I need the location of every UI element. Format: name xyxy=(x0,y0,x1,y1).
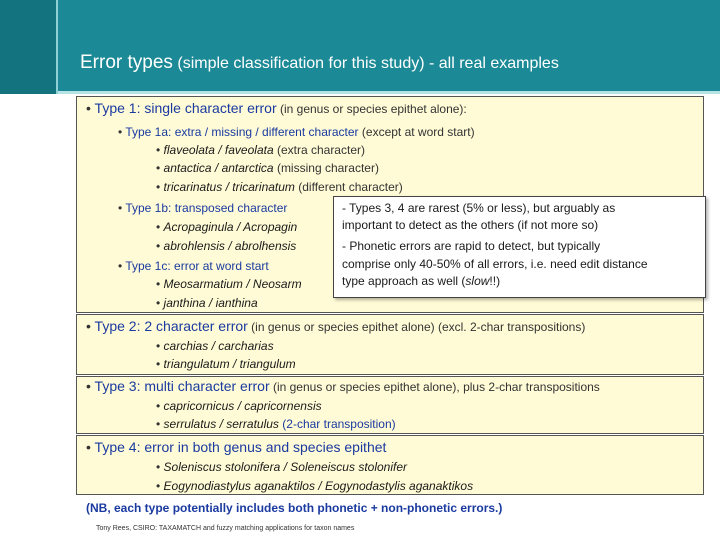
bullet: • xyxy=(156,143,164,157)
note-text: type approach as well ( xyxy=(342,274,466,288)
example-note: (2-char transposition) xyxy=(278,417,396,431)
type1-label: Type 1: xyxy=(94,100,141,116)
slide-title xyxy=(80,52,710,74)
bullet: • xyxy=(156,239,164,253)
bullet: • xyxy=(156,220,164,234)
bullet: • xyxy=(118,125,126,139)
example-4-1 xyxy=(156,460,407,474)
title-underline xyxy=(58,91,720,94)
type1c-desc: error at word start xyxy=(170,259,269,273)
bullet: • xyxy=(156,460,164,474)
type1b-desc: transposed character xyxy=(171,201,288,215)
nb-note: (NB, each type potentially includes both phonetic + non-phonetic errors.) xyxy=(86,501,503,515)
type1c-label: Type 1c: xyxy=(125,259,171,273)
example-text: triangulatum / triangulum xyxy=(163,357,296,371)
bullet: • xyxy=(156,479,164,493)
type1-heading xyxy=(86,100,467,116)
bullet: • xyxy=(156,399,164,413)
slide-title-main: Error types xyxy=(80,52,173,73)
type1a-heading xyxy=(118,125,475,139)
bullet: • xyxy=(86,318,95,334)
type2-label: Type 2: xyxy=(94,318,141,334)
title-bar-divider xyxy=(56,0,58,94)
bullet: • xyxy=(86,439,95,455)
bullet: • xyxy=(156,357,164,371)
note-line-2: important to detect as the others (if not more so) xyxy=(342,218,599,232)
type1b-label: Type 1b: xyxy=(125,201,172,215)
type1c-heading xyxy=(118,259,269,273)
example-4-2 xyxy=(156,479,473,493)
note-line-5 xyxy=(342,274,500,288)
example-1b-1 xyxy=(156,220,297,234)
example-text: carchias / carcharias xyxy=(163,339,274,353)
example-1a-2 xyxy=(156,161,379,175)
example-note: (different character) xyxy=(294,180,403,194)
type2-heading xyxy=(86,318,585,334)
bullet: • xyxy=(156,296,164,310)
type1-paren: (in genus or species epithet alone): xyxy=(276,102,467,116)
note-line-1: - Types 3, 4 are rarest (5% or less), but arguably as xyxy=(342,201,616,215)
example-3-1 xyxy=(156,399,322,413)
bullet: • xyxy=(156,417,164,431)
example-1c-2 xyxy=(156,296,258,310)
example-2-2 xyxy=(156,357,296,371)
type3-heading xyxy=(86,378,600,394)
example-note: (missing character) xyxy=(273,161,379,175)
type1b-heading xyxy=(118,201,287,215)
example-text: tricarinatus / tricarinatum xyxy=(163,180,295,194)
type1a-paren: (except at word start) xyxy=(358,125,475,139)
example-text: Acropaginula / Acropagin xyxy=(163,220,298,234)
bullet: • xyxy=(156,161,164,175)
note-text-end: !!) xyxy=(489,274,501,288)
example-text: antactica / antarctica xyxy=(163,161,274,175)
example-text: janthina / ianthina xyxy=(163,296,258,310)
bullet: • xyxy=(86,100,95,116)
example-1a-1 xyxy=(156,143,365,157)
type3-desc: multi character error xyxy=(140,378,270,394)
example-3-2 xyxy=(156,417,396,431)
slide-title-sub: (simple classification for this study) - all real examples xyxy=(172,55,559,72)
type4-label: Type 4: xyxy=(94,439,141,455)
note-emphasis: slow xyxy=(465,274,490,288)
type4-heading xyxy=(86,439,386,455)
note-line-3: - Phonetic errors are rapid to detect, but typically xyxy=(342,239,601,253)
example-1c-1 xyxy=(156,277,302,291)
example-1a-3 xyxy=(156,180,403,194)
example-text: flaveolata / faveolata xyxy=(163,143,274,157)
type1-desc: single character error xyxy=(140,100,277,116)
type4-desc: error in both genus and species epithet xyxy=(140,439,387,455)
example-text: capricornicus / capricornensis xyxy=(163,399,322,413)
type2-paren: (in genus or species epithet alone) (excl. 2-char transpositions) xyxy=(247,320,586,334)
example-text: serrulatus / serratulus xyxy=(163,417,279,431)
example-text: Eogynodiastylus aganaktilos / Eogynodastylis aganaktikos xyxy=(163,479,474,493)
bullet: • xyxy=(156,339,164,353)
bullet: • xyxy=(118,259,126,273)
note-callout xyxy=(333,196,706,298)
type3-paren: (in genus or species epithet alone), plus 2-char transpositions xyxy=(269,380,600,394)
example-2-1 xyxy=(156,339,274,353)
footer-credit: Tony Rees, CSIRO: TAXAMATCH and fuzzy matching applications for taxon names xyxy=(96,525,355,532)
example-note: (extra character) xyxy=(273,143,365,157)
note-line-4: comprise only 40-50% of all errors, i.e. need edit distance xyxy=(342,257,648,271)
type1a-label: Type 1a: xyxy=(125,125,172,139)
type1a-desc: extra / missing / different character xyxy=(171,125,359,139)
title-bar xyxy=(0,0,720,94)
example-1b-2 xyxy=(156,239,296,253)
bullet: • xyxy=(86,378,95,394)
example-text: abrohlensis / abrolhensis xyxy=(163,239,297,253)
type2-desc: 2 character error xyxy=(140,318,248,334)
bullet: • xyxy=(156,277,164,291)
bullet: • xyxy=(118,201,126,215)
type3-label: Type 3: xyxy=(94,378,141,394)
bullet: • xyxy=(156,180,164,194)
title-bar-side-panel xyxy=(0,0,56,94)
example-text: Meosarmatium / Neosarm xyxy=(163,277,302,291)
example-text: Soleniscus stolonifera / Soleneiscus stolonifer xyxy=(163,460,408,474)
